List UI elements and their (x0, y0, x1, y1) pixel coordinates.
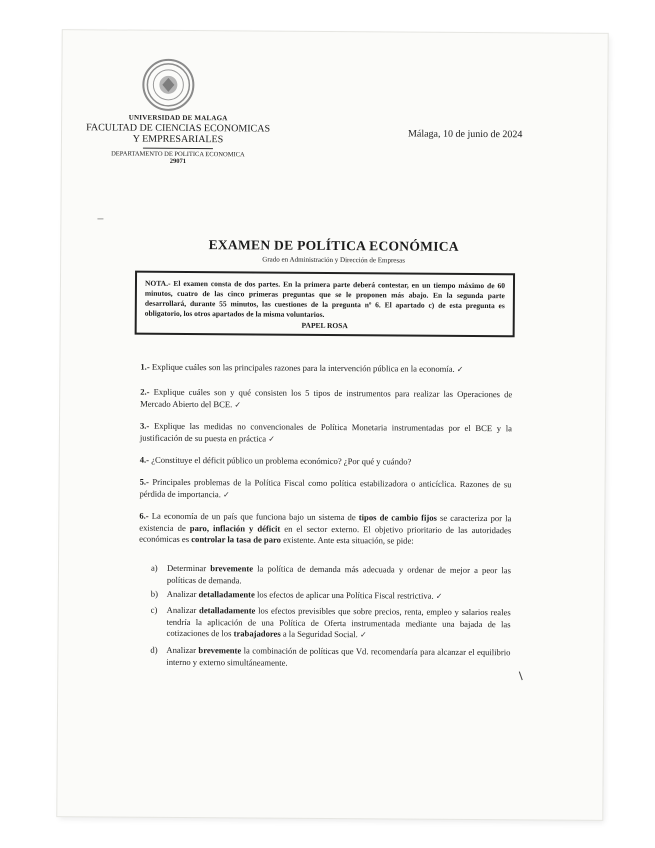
item-letter: a) (150, 562, 158, 573)
paper-color-label: PAPEL ROSA (301, 320, 348, 330)
pen-stroke-mark (519, 671, 523, 680)
exam-date: Málaga, 10 de junio de 2024 (407, 128, 523, 141)
question-text: Explique cuáles son y qué consisten los 5 tipos de instrumentos para realizar las Operaciones de Mercado Abierto del BCE. (140, 386, 513, 409)
item-text: a la Seguridad Social. (280, 628, 358, 640)
exam-subtitle: Grado en Administración y Dirección de Empresas (262, 255, 406, 265)
emphasis: brevemente (198, 645, 242, 656)
item-text: Analizar (166, 604, 200, 616)
item-text: Determinar (166, 562, 211, 574)
question-text-part: se caracteriza por la existencia de (139, 512, 512, 533)
emphasis: trabajadores (233, 628, 281, 639)
item-text: la combinación de políticas que Vd. recomendaría para alcanzar el equilibrio interno y externo simultáneamente. (166, 645, 511, 668)
faculty-line-1: FACULTAD DE CIENCIAS ECONOMICAS (86, 121, 271, 135)
emphasis: detalladamente (198, 589, 255, 600)
question-6 (139, 511, 511, 548)
emphasis: controlar la tasa de paro (191, 534, 282, 545)
question-number: 2.- (140, 386, 150, 397)
question-1 (140, 362, 512, 376)
university-name: UNIVERSIDAD DE MALAGA (128, 113, 228, 123)
emphasis: brevemente (210, 563, 254, 574)
question-6a (151, 563, 511, 589)
exam-title: EXAMEN DE POLÍTICA ECONÓMICA (208, 237, 459, 254)
question-text-part: existente. Ante esta situación, se pide: (280, 534, 414, 546)
emphasis: detalladamente (199, 605, 256, 616)
question-text-part: en el sector externo. El objetivo prioritario de las autoridades económicas es (139, 523, 512, 545)
faculty-line-2: Y EMPRESARIALES (132, 133, 224, 145)
university-seal-icon (142, 59, 194, 111)
check-mark-icon: ✓ (435, 591, 443, 601)
postal-code: 29071 (169, 157, 186, 165)
institution-block (78, 114, 278, 165)
check-mark-icon: ✓ (456, 364, 464, 374)
check-mark-icon: ✓ (359, 630, 367, 640)
question-text: Principales problemas de la Política Fiscal como política estabilizadora o anticíclica. Razones de su pérdida de importancia. (139, 476, 512, 499)
item-text: los efectos previsibles que sobre precios, renta, empleo y salarios reales tendría la aplicación de una Política de Oferta instrumentada mediante una bajada de las cotizaciones de los (166, 605, 511, 639)
question-text-part: La economía de un país que funciona bajo un sistema de (151, 510, 359, 523)
check-mark-icon: ✓ (234, 399, 242, 409)
item-text: Analizar (166, 588, 199, 600)
question-text: Explique cuáles son las principales razones para la intervención pública en la economía. (151, 361, 455, 374)
nota-text: NOTA.- El examen consta de dos partes. En la primera parte deberá contestar, en un tiempo máximo de 60 minutos, cuatro de las cinco primeras preguntas que se le proponen más abajo. En la segunda parte desarrollará, durante 55 minutos, las cuestiones de la pregunta nº 6. El apartado c) de esta pregunta es obligatorio, los otros apartados de la misma voluntarios. (144, 278, 506, 319)
question-number: 5.- (139, 476, 149, 487)
question-number: 4.- (139, 454, 150, 465)
nota-box (135, 271, 515, 338)
question-6b (151, 589, 511, 603)
item-letter: d) (150, 644, 158, 655)
exam-sheet (57, 30, 607, 820)
check-mark-icon: ✓ (268, 434, 276, 444)
question-2 (140, 387, 512, 413)
question-6c (150, 605, 510, 642)
item-text: Analizar (166, 644, 199, 656)
question-text: ¿Constituye el déficit público un problema económico? ¿Por qué y cuándo? (151, 454, 412, 467)
item-text: los efectos de aplicar una Política Fiscal restrictiva. (254, 589, 434, 601)
emphasis: tipos de cambio fijos (358, 512, 437, 523)
emphasis: paro, inflación y déficit (189, 522, 281, 534)
question-4 (140, 455, 512, 469)
item-text: la política de demanda más adecuada y ordenar de mejor a peor las políticas de demanda. (166, 563, 512, 585)
check-mark-icon: ✓ (223, 489, 230, 499)
question-text: Explique las medidas no convencionales de Política Monetaria instrumentadas por el BCE y la justificación de su puesta en práctica (139, 420, 513, 444)
divider (143, 147, 213, 148)
item-letter: b) (150, 588, 159, 599)
question-number: 3.- (139, 420, 150, 431)
question-3 (140, 421, 512, 447)
department-name: DEPARTAMENTO DE POLITICA ECONOMICA (111, 150, 245, 159)
question-5 (139, 477, 511, 503)
question-number: 6.- (139, 510, 149, 521)
exam-title-block (61, 236, 606, 266)
stray-mark (97, 218, 103, 219)
item-letter: c) (150, 604, 158, 615)
question-6d (150, 645, 510, 671)
question-number: 1.- (140, 361, 150, 372)
